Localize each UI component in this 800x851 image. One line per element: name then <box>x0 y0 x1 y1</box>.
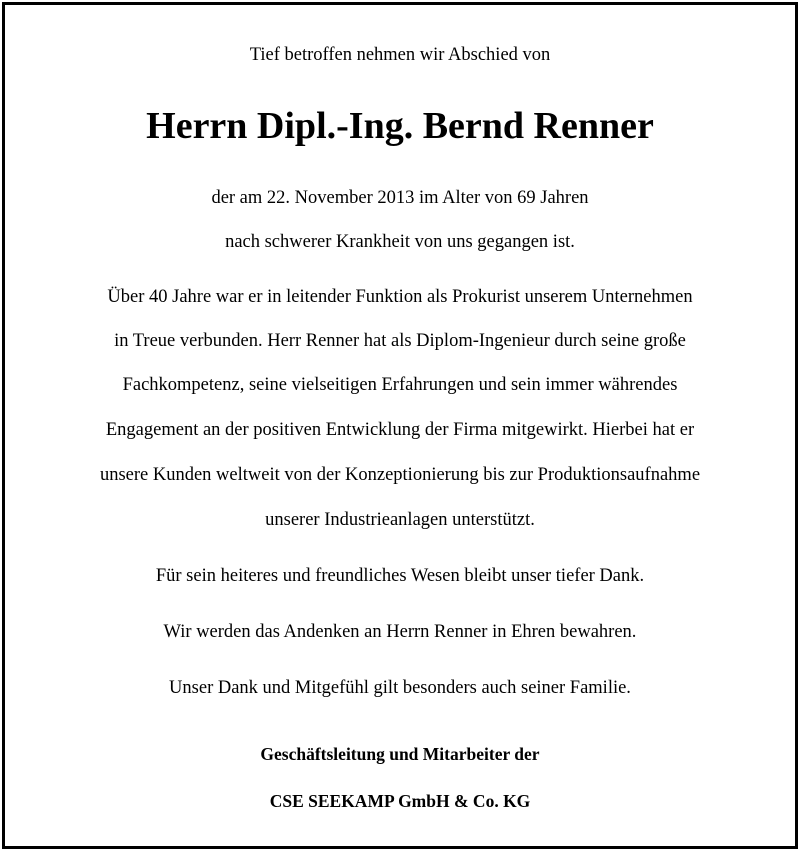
death-date-line: der am 22. November 2013 im Alter von 69 Jahren <box>211 188 589 208</box>
tribute-line: in Treue verbunden. Herr Renner hat als Diplom-Ingenieur durch seine große <box>114 331 686 351</box>
remembrance-text: Wir werden das Andenken an Herrn Renner in Ehren bewahren. <box>163 622 637 642</box>
intro-text: Tief betroffen nehmen wir Abschied von <box>249 45 551 65</box>
deceased-name: Herrn Dipl.-Ing. Bernd Renner <box>146 105 654 147</box>
company-name: CSE SEEKAMP GmbH & Co. KG <box>269 791 531 811</box>
tribute-line: Fachkompetenz, seine vielseitigen Erfahrungen und sein immer währendes <box>122 375 678 395</box>
tribute-line: unsere Kunden weltweit von der Konzeptionierung bis zur Produktionsaufnahme <box>99 465 701 485</box>
signature-group: Geschäftsleitung und Mitarbeiter der <box>260 744 540 764</box>
tribute-line: unserer Industrieanlagen unterstützt. <box>265 510 535 530</box>
thanks-text: Für sein heiteres und freundliches Wesen bleibt unser tiefer Dank. <box>155 566 645 586</box>
tribute-line: Engagement an der positiven Entwicklung der Firma mitgewirkt. Hierbei hat er <box>105 420 695 440</box>
death-cause-line: nach schwerer Krankheit von uns gegangen ist. <box>225 232 575 252</box>
tribute-line: Über 40 Jahre war er in leitender Funktion als Prokurist unserem Unternehmen <box>107 287 693 307</box>
family-text: Unser Dank und Mitgefühl gilt besonders auch seiner Familie. <box>169 678 631 698</box>
